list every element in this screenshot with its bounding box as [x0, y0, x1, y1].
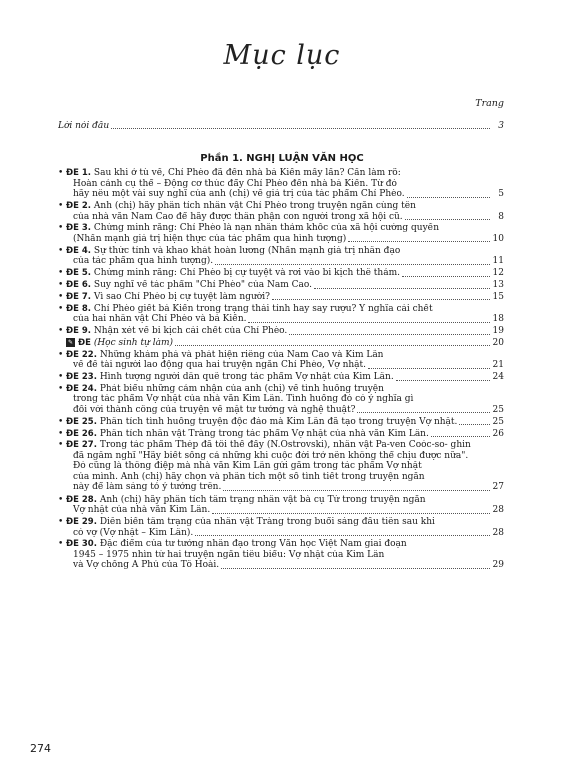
entry-label: ĐỀ 9. — [66, 326, 92, 336]
entry-text: Đó cũng là thông điệp mà nhà văn Kim Lân gửi gắm trong tác phẩm Vợ nhặt — [73, 461, 422, 472]
entry-page: 13 — [492, 280, 504, 290]
entry-text: hãy nêu một vài suy nghĩ của anh (chị) về giá trị của tác phẩm Chí Phèo. — [73, 189, 405, 199]
entry-page: 28 — [492, 505, 504, 516]
entry-label: ĐỀ 4. — [66, 245, 92, 256]
entry-page: 10 — [492, 233, 504, 244]
entry-page: 5 — [498, 189, 504, 199]
bullet-icon: • — [58, 494, 64, 505]
entry-text: của hai nhân vật Chí Phèo và bá Kiến. — [73, 314, 247, 325]
leader-dots — [314, 288, 490, 289]
intro-entry — [58, 121, 504, 131]
entry-page: 27 — [492, 482, 504, 493]
leader-dots — [407, 197, 490, 198]
entry-label: ĐỀ 7. — [66, 291, 92, 302]
entry-page: 28 — [492, 527, 504, 538]
leader-dots — [195, 535, 490, 536]
toc-entry — [58, 326, 504, 337]
leader-dots — [223, 490, 490, 491]
bullet-icon: • — [58, 223, 64, 234]
entry-text: Vì sao Chí Phèo bị cự tuyệt làm người? — [93, 291, 270, 302]
toc-entry — [58, 338, 504, 349]
leader-dots — [405, 219, 490, 220]
entry-text: đã ngẫm nghĩ "Hãy biết sống cả những khi cuộc đời trở nên không thể chịu được nữa". — [73, 450, 469, 461]
toc-entry — [58, 292, 504, 303]
entry-label: ĐỀ 2. — [66, 201, 92, 211]
entry-text: Những khám phá và phát hiện riêng của Nam Cao và Kim Lân — [99, 349, 384, 360]
leader-dots — [459, 424, 490, 425]
leader-dots — [348, 241, 490, 242]
bullet-icon: • — [58, 326, 64, 336]
entry-label: ĐỀ — [78, 337, 91, 348]
leader-dots — [396, 380, 490, 381]
entry-text: của tác phẩm qua hình tượng). — [73, 256, 214, 267]
entry-label: ĐỀ 26. — [66, 428, 97, 439]
entry-text: (Nhấn mạnh giá trị hiện thực của tác phẩm qua hình tượng) — [73, 233, 347, 244]
entry-text: này để làm sáng tỏ ý tưởng trên. — [73, 482, 222, 493]
entry-page: 25 — [492, 404, 504, 415]
entry-text: Chứng minh rằng: Chí Phèo là nạn nhân thảm khốc của xã hội cường quyền — [93, 223, 440, 234]
entry-text: Diễn biến tâm trạng của nhân vật Tràng trong buổi sáng đầu tiên sau khi — [99, 517, 435, 527]
bullet-icon: • — [58, 372, 64, 382]
entry-page: 21 — [492, 360, 504, 371]
toc-entry — [58, 246, 504, 267]
entry-text: về đề tài người lao động qua hai truyện ngắn Chí Phèo, Vợ nhặt. — [73, 360, 367, 371]
leader-dots — [215, 264, 490, 265]
toc-entry — [58, 417, 504, 428]
entry-text: Phân tích tình huống truyện độc đáo mà Kim Lân đã tạo trong truyện Vợ nhặt. — [99, 416, 458, 427]
bullet-icon: • — [58, 349, 64, 360]
entry-label: ĐỀ 25. — [66, 416, 97, 427]
page-number: 274 — [30, 742, 51, 755]
bullet-icon: • — [58, 517, 64, 527]
toc-entry — [58, 280, 504, 291]
bullet-icon: • — [58, 291, 64, 302]
page-column-label: Trang — [475, 98, 504, 109]
bullet-icon: • — [58, 268, 64, 279]
bullet-icon: • — [58, 416, 64, 427]
entry-text: Chí Phèo giết bá Kiến trong trạng thái tỉnh hay say rượu? Ý nghĩa cái chết — [93, 303, 433, 314]
entry-text: Hình tượng người dân quê trong tác phẩm Vợ nhặt của Kim Lân. — [99, 372, 394, 382]
bullet-icon: • — [58, 383, 64, 394]
entry-text: Trong tác phẩm Thép đã tôi thế đấy (N.Ostrovski), nhân vật Pa-ven Coóc-so- ghin — [99, 440, 471, 451]
entry-text: Đặc điểm của tư tưởng nhân đạo trong Văn học Việt Nam giai đoạn — [99, 539, 407, 550]
leader-dots — [272, 299, 490, 300]
entry-text: trong tác phẩm Vợ nhặt của nhà văn Kim Lân. Tình huống đó có ý nghĩa gì — [73, 394, 414, 405]
entry-page: 26 — [492, 428, 504, 439]
intro-label: Lời nói đầu — [58, 121, 110, 131]
entry-text: Hoàn cảnh cụ thể – Động cơ thúc đẩy Chí Phèo đến nhà bá Kiến. Từ đó — [73, 178, 397, 189]
entry-label: ĐỀ 27. — [66, 440, 97, 451]
bullet-icon: • — [58, 245, 64, 256]
toc-entry — [58, 350, 504, 371]
entry-text: Phân tích nhân vật Tràng trong tác phẩm Vợ nhặt của nhà văn Kim Lân. — [99, 428, 429, 439]
entry-label: ĐỀ 1. — [66, 168, 92, 178]
entry-text: đối với thành công của truyện về mặt tư tưởng và nghệ thuật? — [73, 404, 356, 415]
toc-entry — [58, 517, 504, 538]
leader-dots — [402, 276, 490, 277]
entry-label: ĐỀ 6. — [66, 280, 92, 290]
leader-dots — [221, 568, 490, 569]
entry-page: 8 — [498, 211, 504, 222]
toc-entry — [58, 384, 504, 416]
toc-entry — [58, 495, 504, 516]
toc-entry — [58, 372, 504, 383]
entry-label: ĐỀ 28. — [66, 494, 97, 505]
entry-page: 11 — [492, 256, 504, 267]
entry-text: Phát biểu những cảm nhận của anh (chị) về tình huống truyện — [99, 383, 384, 394]
leader-dots — [357, 412, 490, 413]
entry-label: ĐỀ 23. — [66, 372, 97, 382]
entry-page: 20 — [492, 337, 504, 348]
leader-dots — [175, 345, 490, 346]
entry-label: ĐỀ 5. — [66, 268, 92, 279]
leader-dots — [368, 368, 490, 369]
part-title: Phần 1. NGHỊ LUẬN VĂN HỌC — [200, 153, 364, 164]
toc-entry — [58, 304, 504, 325]
entry-text: Sau khi ở tù về, Chí Phèo đã đến nhà bá Kiến mấy lần? Cần làm rõ: — [93, 168, 401, 178]
entry-text: Chứng minh rằng: Chí Phèo bị cự tuyệt và rơi vào bi kịch thê thảm. — [93, 268, 400, 279]
entry-label: ĐỀ 30. — [66, 539, 97, 550]
leader-dots — [289, 334, 490, 335]
leader-dots — [431, 436, 490, 437]
entry-text: và Vợ chồng A Phủ của Tô Hoài. — [73, 560, 220, 571]
entry-text: (Học sinh tự làm) — [93, 337, 174, 348]
leader-dots — [212, 513, 490, 514]
entry-label: ĐỀ 29. — [66, 517, 97, 527]
entry-page: 25 — [492, 416, 504, 427]
toc-entry — [58, 429, 504, 440]
entry-text: 1945 – 1975 nhìn từ hai truyện ngắn tiêu biểu: Vợ nhặt của Kim Lân — [73, 549, 385, 560]
entry-page: 15 — [492, 291, 504, 302]
entry-page: 29 — [492, 560, 504, 571]
bullet-icon: • — [58, 303, 64, 314]
entry-text: Vợ nhặt của nhà văn Kim Lân. — [73, 505, 211, 516]
entry-text: Anh (chị) hãy phân tích nhân vật Chí Phèo trong truyện ngắn cùng tên — [93, 201, 416, 211]
toc-entry — [58, 168, 504, 200]
entry-page: 18 — [492, 314, 504, 325]
entry-label: ĐỀ 24. — [66, 383, 97, 394]
entry-page: 24 — [492, 372, 504, 382]
bullet-icon: • — [58, 428, 64, 439]
entry-text: Anh (chị) hãy phân tích tâm trạng nhân vật bà cụ Tứ trong truyện ngắn — [99, 494, 426, 505]
entry-page: 19 — [492, 326, 504, 336]
page-title: Mục lục — [223, 40, 341, 71]
entry-text: Nhận xét về bi kịch cái chết của Chí Phèo. — [93, 326, 288, 336]
leader-dots — [248, 322, 490, 323]
toc-entry — [58, 268, 504, 279]
entry-text: của mình. Anh (chị) hãy chọn và phân tích một số tình tiết trong truyện ngắn — [73, 471, 425, 482]
bullet-icon: • — [58, 201, 64, 211]
toc-entry — [58, 440, 504, 493]
bullet-icon: • — [58, 280, 64, 290]
bullet-icon: • — [58, 539, 64, 550]
entry-page: 12 — [492, 268, 504, 279]
entry-label: ĐỀ 8. — [66, 303, 92, 314]
entry-text: của nhà văn Nam Cao để hãy được thân phận con người trong xã hội cũ. — [73, 211, 403, 222]
entry-label: ĐỀ 3. — [66, 223, 92, 234]
entry-text: Sự thức tỉnh và khao khát hoàn lương (Nhấn mạnh giá trị nhân đạo — [93, 245, 401, 256]
intro-page: 3 — [498, 121, 504, 131]
leader-dots — [111, 128, 490, 129]
entry-label: ĐỀ 22. — [66, 349, 97, 360]
pencil-icon: ✎ — [67, 338, 74, 346]
toc-entry — [58, 201, 504, 222]
entry-text: Suy nghĩ về tác phẩm "Chí Phèo" của Nam Cao. — [93, 280, 312, 290]
toc-entry — [58, 223, 504, 244]
entry-text: có vợ (Vợ nhặt – Kim Lân). — [73, 527, 194, 538]
bullet-icon: • — [58, 440, 64, 451]
toc-entry — [58, 539, 504, 571]
bullet-icon: • — [58, 168, 64, 178]
